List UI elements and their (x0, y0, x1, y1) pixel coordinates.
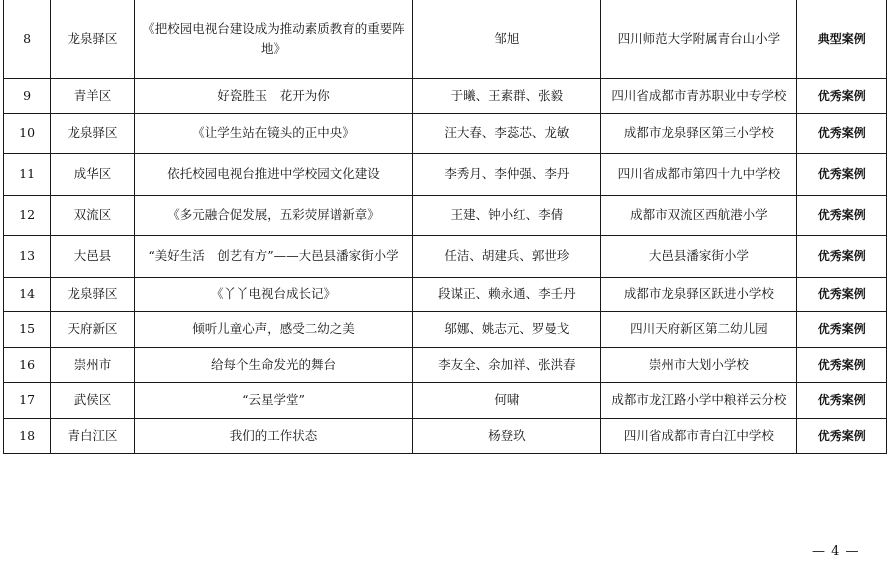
award-level-cell: 典型案例 (797, 0, 887, 78)
case-title-cell: 我们的工作状态 (134, 418, 413, 453)
district-cell: 龙泉驿区 (51, 113, 134, 153)
row-number: 15 (4, 311, 51, 347)
school-cell: 崇州市大划小学校 (601, 347, 797, 382)
table-row (4, 78, 887, 113)
case-title-cell: “云星学堂” (134, 382, 413, 418)
table-row (4, 153, 887, 195)
award-level-cell: 优秀案例 (797, 78, 887, 113)
case-title-cell: 给每个生命发光的舞台 (134, 347, 413, 382)
school-cell: 四川师范大学附属青台山小学 (601, 0, 797, 78)
district-cell: 青白江区 (51, 418, 134, 453)
award-table (3, 0, 887, 454)
school-cell: 大邑县潘家街小学 (601, 235, 797, 277)
district-cell: 成华区 (51, 153, 134, 195)
table-row (4, 113, 887, 153)
school-cell: 成都市双流区西航港小学 (601, 195, 797, 235)
school-cell: 四川天府新区第二幼儿园 (601, 311, 797, 347)
table-row (4, 311, 887, 347)
table-row (4, 418, 887, 453)
district-cell: 龙泉驿区 (51, 277, 134, 311)
authors-cell: 邹旭 (413, 0, 601, 78)
row-number: 12 (4, 195, 51, 235)
table-row (4, 0, 887, 78)
table-row (4, 347, 887, 382)
award-level-cell: 优秀案例 (797, 311, 887, 347)
authors-cell: 于曦、王素群、张毅 (413, 78, 601, 113)
school-cell: 成都市龙泉驿区第三小学校 (601, 113, 797, 153)
authors-cell: 段谋正、赖永通、李壬丹 (413, 277, 601, 311)
district-cell: 青羊区 (51, 78, 134, 113)
district-cell: 天府新区 (51, 311, 134, 347)
school-cell: 四川省成都市第四十九中学校 (601, 153, 797, 195)
row-number: 9 (4, 78, 51, 113)
authors-cell: 汪大春、李蕊芯、龙敏 (413, 113, 601, 153)
award-level-cell: 优秀案例 (797, 347, 887, 382)
case-title-cell: 《丫丫电视台成长记》 (134, 277, 413, 311)
table-row (4, 195, 887, 235)
authors-cell: 任洁、胡建兵、郭世珍 (413, 235, 601, 277)
award-level-cell: 优秀案例 (797, 195, 887, 235)
case-title-cell: “美好生活 创艺有方”——大邑县潘家街小学 (134, 235, 413, 277)
award-level-cell: 优秀案例 (797, 382, 887, 418)
award-level-cell: 优秀案例 (797, 418, 887, 453)
school-cell: 成都市龙江路小学中粮祥云分校 (601, 382, 797, 418)
award-level-cell: 优秀案例 (797, 113, 887, 153)
district-cell: 武侯区 (51, 382, 134, 418)
district-cell: 崇州市 (51, 347, 134, 382)
award-table-body (4, 0, 887, 453)
award-level-cell: 优秀案例 (797, 235, 887, 277)
authors-cell: 何啸 (413, 382, 601, 418)
case-title-cell: 《把校园电视台建设成为推动素质教育的重要阵地》 (134, 0, 413, 78)
page-number: — 4 — (812, 544, 860, 559)
case-title-cell: 《让学生站在镜头的正中央》 (134, 113, 413, 153)
district-cell: 龙泉驿区 (51, 0, 134, 78)
row-number: 17 (4, 382, 51, 418)
row-number: 11 (4, 153, 51, 195)
award-level-cell: 优秀案例 (797, 153, 887, 195)
row-number: 18 (4, 418, 51, 453)
row-number: 14 (4, 277, 51, 311)
table-row (4, 235, 887, 277)
row-number: 10 (4, 113, 51, 153)
case-title-cell: 《多元融合促发展，五彩荧屏谱新章》 (134, 195, 413, 235)
row-number: 13 (4, 235, 51, 277)
case-title-cell: 依托校园电视台推进中学校园文化建设 (134, 153, 413, 195)
authors-cell: 李秀月、李仲强、李丹 (413, 153, 601, 195)
district-cell: 双流区 (51, 195, 134, 235)
row-number: 8 (4, 0, 51, 78)
award-level-cell: 优秀案例 (797, 277, 887, 311)
table-row (4, 382, 887, 418)
authors-cell: 杨登玖 (413, 418, 601, 453)
school-cell: 四川省成都市青白江中学校 (601, 418, 797, 453)
school-cell: 成都市龙泉驿区跃进小学校 (601, 277, 797, 311)
authors-cell: 李友全、余加祥、张洪春 (413, 347, 601, 382)
district-cell: 大邑县 (51, 235, 134, 277)
row-number: 16 (4, 347, 51, 382)
table-row (4, 277, 887, 311)
authors-cell: 王建、钟小红、李倩 (413, 195, 601, 235)
case-title-cell: 好瓷胜玉 花开为你 (134, 78, 413, 113)
case-title-cell: 倾听儿童心声，感受二幼之美 (134, 311, 413, 347)
authors-cell: 邬娜、姚志元、罗曼戈 (413, 311, 601, 347)
school-cell: 四川省成都市青苏职业中专学校 (601, 78, 797, 113)
